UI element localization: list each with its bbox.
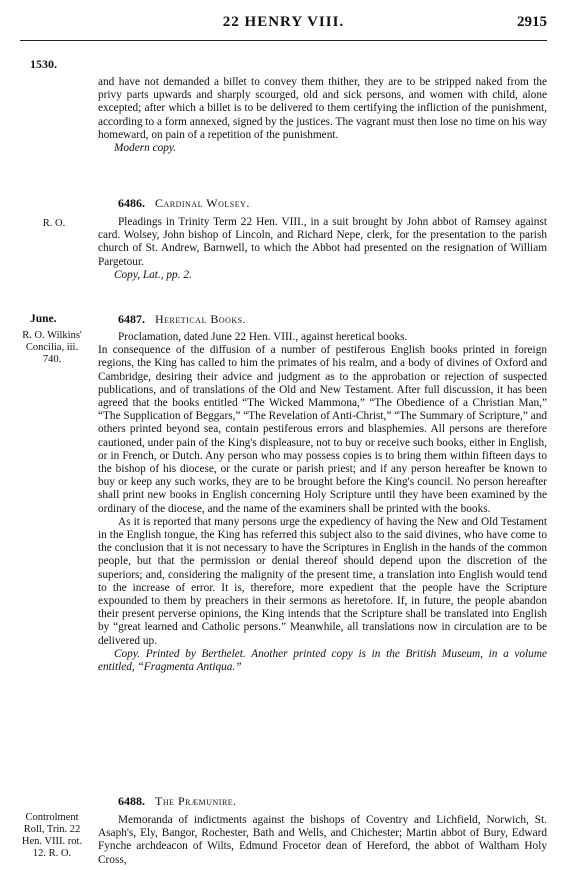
entry-heading-6486: [98, 196, 547, 211]
margin-source-6487: R. O. Wilkins' Concilia, iii. 740.: [22, 330, 82, 365]
entry-body-6486: [98, 216, 547, 282]
entry-title: Cardinal Wolsey.: [155, 196, 250, 210]
entry-heading-6488: [98, 794, 547, 809]
entry-number: 6486.: [118, 196, 145, 210]
entry-number: 6487.: [118, 312, 145, 326]
copy-note: Copy, Lat., pp. 2.: [114, 268, 192, 281]
entry-body-6487: [98, 331, 547, 674]
margin-source-6488: Controlment Roll, Trin. 22 Hen. VIII. rot. 12. R. O.: [21, 812, 83, 859]
entry-body-6488: [98, 814, 547, 867]
paragraph: and have not demanded a billet to convey them thither, they are to be stripped naked from the privy parts upwards and sharply scourged, old and sick persons, and women with child, alone excepted; after which a billet is to be delivered to them certifying the infliction of the punishment, according to a form annexed, signed by the justices. The vagrant must then lose no time on his way homeward, on pain of a repetition of the punishment.: [98, 76, 547, 141]
page-number: 2915: [517, 14, 547, 30]
entry-heading-6487: [98, 312, 547, 327]
entry-title: Heretical Books.: [155, 312, 247, 326]
paragraph: Memoranda of indictments against the bishops of Coventry and Lichfield, Norwich, St. Asaph's, Ely, Bangor, Rochester, Bath and Wells, and Chichester; Martin abbot of Bury, Edward Fynche archdeacon of Wilts, Edmund Frocetor dean of Hereford, the abbot of Waltham Holy Cross,: [98, 814, 547, 866]
running-title: 22 HENRY VIII.: [222, 14, 345, 30]
header-rule: [20, 40, 547, 41]
entry-title: The Præmunire.: [155, 794, 237, 808]
margin-year: 1530.: [30, 57, 57, 71]
entry-number: 6488.: [118, 794, 145, 808]
margin-date-6487: June.: [30, 313, 57, 325]
continued-paragraph: [98, 76, 547, 155]
page-header: [0, 14, 567, 36]
copy-note: Copy. Printed by Berthelet. Another printed copy is in the British Museum, in a volume entitled, “Fragmenta Antiqua.”: [98, 647, 547, 674]
copy-note: Modern copy.: [114, 142, 177, 155]
paragraph: In consequence of the diffusion of a number of pestiferous English books printed in foreign regions, the King has called to him the primates of his realm, and a body of divines of Oxford and Cambridge, desiring their advice and judgment as to the approbation or rejection of suspected publications, and of translations of the Old and New Testament. After full discussion, it has been agreed that the books entitled “The Wicked Mammona,” “The Obedience of a Christian Man,” “The Supplication of Beggars,” “The Revelation of Anti-Christ,” “The Summary of Scripture,” and others printed beyond sea, contain pestiferous errors and blasphemies. All persons are therefore cautioned, under pain of the King's displeasure, not to buy or receive such books, either in English, or in French, or Dutch. Any person who may possess copies is to bring them within fifteen days to the bishop of his diocese, or the curate or parish priest; and if any person hereafter be known to buy or keep any such works, they are to be brought before the King's council. No person hereafter shall print new books in English concerning Holy Scripture until they have been examined by the ordinary of the diocese, and the name of the examiners shall be printed with the books.: [98, 344, 547, 515]
paragraph: Pleadings in Trinity Term 22 Hen. VIII., in a suit brought by John abbot of Ramsey against card. Wolsey, John bishop of Lincoln, and Richard Nepe, clerk, for the presentation to the parish church of St. Andrew, Barnwell, to which the Abbot had presented on the resignation of William Pargetour.: [98, 216, 547, 268]
paragraph: As it is reported that many persons urge the expediency of having the New and Old Testament in the English tongue, the King has referred this subject also to the said divines, who have come to the conclusion that it is not necessary to have the Scriptures in English in the hands of the common people, but that the permission or denial thereof should depend upon the discretion of the superiors; and, considering the malignity of the present time, a translation into English would tend to the increase of error. It is, therefore, more expedient that the people have the Scripture expounded to them by preachers in their sermons as heretofore. If, in future, the people abandon their present perverse opinions, the King intends that the Scripture shall be translated into English by “great learned and Catholic persons.” Meanwhile, all translations now in circulation are to be delivered up.: [98, 515, 547, 647]
paragraph: Proclamation, dated June 22 Hen. VIII., against heretical books.: [118, 331, 408, 343]
margin-source-6486: R. O.: [42, 218, 66, 229]
